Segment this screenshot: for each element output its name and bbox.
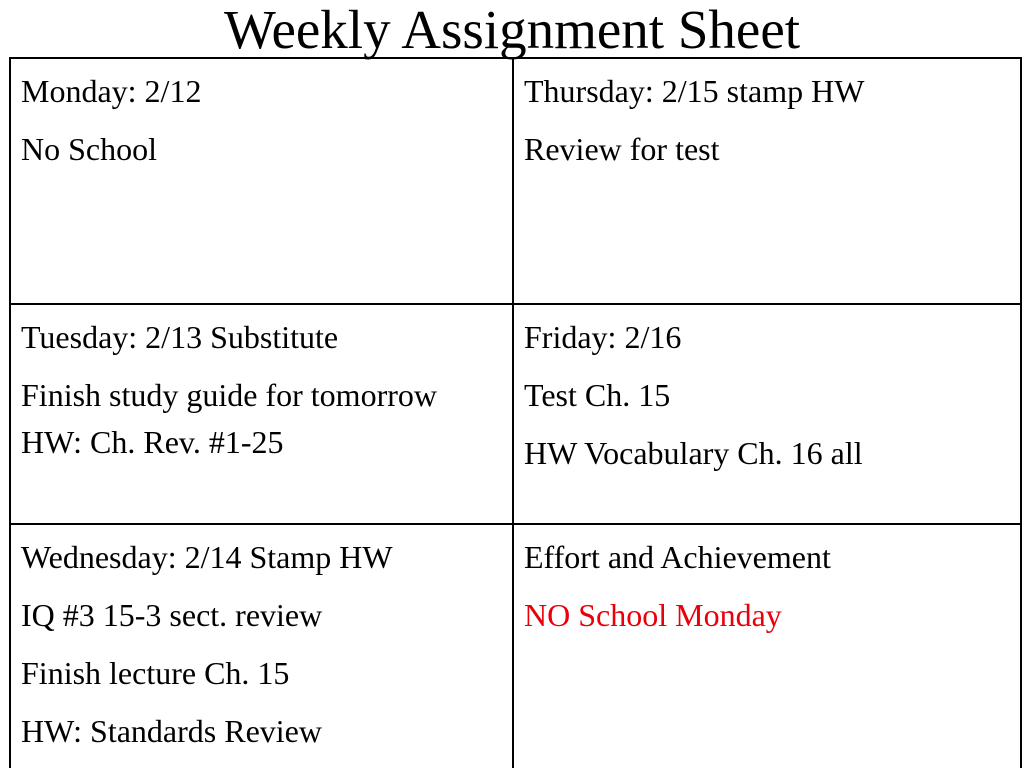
- tuesday-cell: [11, 305, 514, 525]
- tuesday-heading: Tuesday: 2/13 Substitute: [21, 319, 339, 355]
- notes-alert: NO School Monday: [524, 597, 782, 633]
- monday-assignment: No School: [21, 131, 157, 167]
- wednesday-homework: HW: Standards Review: [21, 713, 322, 749]
- assignment-table: [9, 57, 1022, 768]
- thursday-heading: Thursday: 2/15 stamp HW: [524, 73, 865, 109]
- tuesday-homework: HW: Ch. Rev. #1-25: [21, 424, 284, 460]
- notes-heading: Effort and Achievement: [524, 539, 831, 575]
- page-title: Weekly Assignment Sheet: [223, 0, 801, 60]
- tuesday-assignment: Finish study guide for tomorrow: [21, 377, 437, 413]
- wednesday-cell: [11, 525, 514, 768]
- friday-homework: HW Vocabulary Ch. 16 all: [524, 435, 863, 471]
- friday-assignment: Test Ch. 15: [524, 377, 671, 413]
- wednesday-heading: Wednesday: 2/14 Stamp HW: [21, 539, 393, 575]
- wednesday-lecture: Finish lecture Ch. 15: [21, 655, 290, 691]
- monday-cell: [11, 59, 514, 305]
- friday-cell: [514, 305, 1020, 525]
- monday-heading: Monday: 2/12: [21, 73, 202, 109]
- friday-heading: Friday: 2/16: [524, 319, 682, 355]
- thursday-cell: [514, 59, 1020, 305]
- notes-cell: [514, 525, 1020, 768]
- wednesday-assignment: IQ #3 15-3 sect. review: [21, 597, 323, 633]
- thursday-assignment: Review for test: [524, 131, 720, 167]
